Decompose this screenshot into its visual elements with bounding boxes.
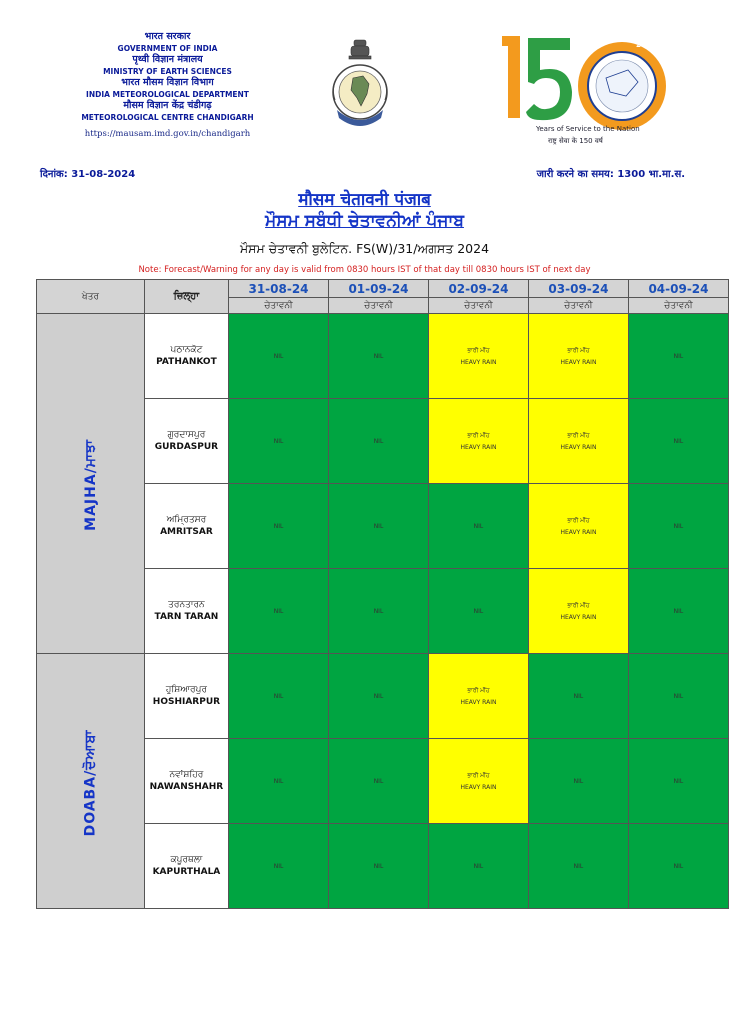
warning-cell <box>329 739 429 824</box>
warning-text-english: NIL <box>673 352 684 360</box>
warning-text-punjabi: ਭਾਰੀ ਮੀਂਹ <box>467 431 490 439</box>
district-name-punjabi: ਨਵਾਂਸ਼ਹਿਰ <box>169 770 204 780</box>
warning-text-punjabi: ਭਾਰੀ ਮੀਂਹ <box>567 431 590 439</box>
warning-text-english: NIL <box>673 607 684 615</box>
warning-cell <box>428 399 528 484</box>
district-name-punjabi: ਤਰਨਤਾਰਨ <box>168 600 205 610</box>
warning-cell <box>229 484 329 569</box>
warning-text-punjabi: ਭਾਰੀ ਮੀਂਹ <box>567 601 590 609</box>
issue-date: दिनांक: 31-08-2024 <box>40 169 136 180</box>
ministry-hindi: पृथ्वी विज्ञान मंत्रालय <box>132 54 203 65</box>
warning-text-english: NIL <box>473 607 484 615</box>
govt-hindi: भारत सरकार <box>144 31 191 42</box>
warning-text-english: NIL <box>273 437 284 445</box>
logo-year-end: 2025 <box>636 41 656 49</box>
region-cell <box>37 654 145 909</box>
district-cell <box>144 654 228 739</box>
warning-table <box>36 279 729 909</box>
header-row-dates <box>37 280 729 298</box>
warning-text-english: NIL <box>273 522 284 530</box>
warning-cell <box>628 739 728 824</box>
warning-cell <box>528 484 628 569</box>
district-name-english: HOSHIARPUR <box>152 697 221 707</box>
warning-text-english: NIL <box>373 607 384 615</box>
warning-cell <box>229 314 329 399</box>
column-header-date: 01-09-24 <box>329 280 429 298</box>
warning-text-english: NIL <box>673 437 684 445</box>
district-cell <box>144 314 228 399</box>
warning-text-english: NIL <box>673 862 684 870</box>
warning-text-english: NIL <box>273 352 284 360</box>
warning-text-english: NIL <box>373 862 384 870</box>
column-header-date: 02-09-24 <box>428 280 528 298</box>
district-name-english: TARN TARAN <box>154 612 219 622</box>
warning-cell <box>329 569 429 654</box>
region-cell <box>37 314 145 654</box>
warning-cell <box>628 399 728 484</box>
warning-text-english: HEAVY RAIN <box>560 528 597 536</box>
column-header-region: ਖੇਤਰ <box>37 280 145 314</box>
column-header-date: 03-09-24 <box>528 280 628 298</box>
page-title-hindi: मौसम चेतावनी पंजाब <box>298 190 431 210</box>
district-cell <box>144 824 228 909</box>
district-name-english: KAPURTHALA <box>152 867 221 877</box>
warning-cell <box>428 739 528 824</box>
department-english: INDIA METEOROLOGICAL DEPARTMENT <box>86 89 249 99</box>
warning-cell <box>229 399 329 484</box>
warning-text-english: NIL <box>573 692 584 700</box>
district-cell <box>144 399 228 484</box>
district-name-punjabi: ਪਠਾਨਕੋਟ <box>170 345 203 355</box>
warning-text-punjabi: ਭਾਰੀ ਮੀਂਹ <box>567 346 590 354</box>
logo-tagline-hindi: राष्ट्र सेवा के 150 वर्ष <box>548 137 603 145</box>
warning-text-english: NIL <box>273 607 284 615</box>
warning-text-english: NIL <box>273 692 284 700</box>
warning-cell <box>528 739 628 824</box>
warning-text-punjabi: ਭਾਰੀ ਮੀਂਹ <box>567 516 590 524</box>
warning-cell <box>229 654 329 739</box>
warning-text-english: HEAVY RAIN <box>560 358 597 366</box>
warning-text-english: NIL <box>273 862 284 870</box>
warning-text-punjabi: ਭਾਰੀ ਮੀਂਹ <box>467 346 490 354</box>
column-header-date: 31-08-24 <box>229 280 329 298</box>
logo-tagline-english: Years of Service to the Nation <box>536 125 640 133</box>
table-row <box>37 654 729 739</box>
column-header-warning-label: ਚੇਤਾਵਨੀ <box>229 298 329 314</box>
column-header-district: ਜ਼ਿਲ੍ਹਾ <box>144 280 228 314</box>
warning-text-english: NIL <box>273 777 284 785</box>
warning-cell <box>628 484 728 569</box>
warning-text-english: NIL <box>373 437 384 445</box>
warning-text-english: NIL <box>673 777 684 785</box>
district-name-english: PATHANKOT <box>156 357 217 367</box>
warning-text-english: NIL <box>373 777 384 785</box>
warning-cell <box>628 654 728 739</box>
department-hindi: भारत मौसम विज्ञान विभाग <box>121 77 214 88</box>
ministry-english: MINISTRY OF EARTH SCIENCES <box>103 66 232 76</box>
district-name-punjabi: ਹੁਸ਼ਿਆਰਪੁਰ <box>165 685 208 695</box>
district-name-punjabi: ਗੁਰਦਾਸਪੁਰ <box>167 430 206 440</box>
warning-cell <box>628 314 728 399</box>
district-cell <box>144 569 228 654</box>
warning-text-english: NIL <box>673 692 684 700</box>
column-header-warning-label: ਚੇਤਾਵਨੀ <box>329 298 429 314</box>
warning-text-english: HEAVY RAIN <box>560 613 597 621</box>
warning-text-english: NIL <box>373 352 384 360</box>
warning-cell <box>329 654 429 739</box>
warning-text-english: HEAVY RAIN <box>460 443 497 451</box>
district-name-english: NAWANSHAHR <box>149 782 224 792</box>
website-link[interactable]: https://mausam.imd.gov.in/chandigarh <box>84 129 251 139</box>
column-header-date: 04-09-24 <box>628 280 728 298</box>
warning-cell <box>229 824 329 909</box>
issue-time: जारी करने का समय: 1300 भा.मा.स. <box>536 169 685 180</box>
warning-text-english: NIL <box>573 862 584 870</box>
warning-cell <box>528 314 628 399</box>
district-cell <box>144 739 228 824</box>
warning-cell <box>329 314 429 399</box>
warning-text-english: HEAVY RAIN <box>460 783 497 791</box>
district-name-punjabi: ਅਮ੍ਰਿਤਸਰ <box>166 515 207 525</box>
warning-cell <box>428 569 528 654</box>
warning-cell <box>528 824 628 909</box>
district-cell <box>144 484 228 569</box>
warning-cell <box>428 654 528 739</box>
warning-text-english: NIL <box>673 522 684 530</box>
district-name-english: GURDASPUR <box>154 442 219 452</box>
imd-emblem-icon <box>327 38 393 132</box>
warning-cell <box>329 399 429 484</box>
warning-text-english: NIL <box>373 692 384 700</box>
warning-cell <box>528 399 628 484</box>
warning-text-english: HEAVY RAIN <box>560 443 597 451</box>
district-name-english: AMRITSAR <box>160 527 213 537</box>
bulletin-number: ਮੌਸਮ ਚੇਤਾਵਨੀ ਬੁਲੇਟਿਨ. FS(W)/31/ਅਗਸਤ 2024 <box>239 241 490 256</box>
centre-hindi: मौसम विज्ञान केंद्र चंडीगढ़ <box>123 100 212 111</box>
table-row <box>37 314 729 399</box>
warning-cell <box>329 824 429 909</box>
district-name-punjabi: ਕਪੂਰਥਲਾ <box>170 855 203 865</box>
region-label: MAJHA/ਮਾਝਾ <box>82 439 99 531</box>
govt-english: GOVERNMENT OF INDIA <box>117 43 218 53</box>
warning-text-punjabi: ਭਾਰੀ ਮੀਂਹ <box>467 686 490 694</box>
warning-cell <box>229 569 329 654</box>
warning-cell <box>428 484 528 569</box>
warning-cell <box>528 654 628 739</box>
column-header-warning-label: ਚੇਤਾਵਨੀ <box>628 298 728 314</box>
warning-text-english: NIL <box>473 522 484 530</box>
warning-cell <box>428 824 528 909</box>
warning-cell <box>628 824 728 909</box>
warning-cell <box>628 569 728 654</box>
page-title-punjabi: ਮੌਸਮ ਸਬੰਧੀ ਚੇਤਾਵਨੀਆਂ ਪੰਜਾਬ <box>265 211 464 231</box>
warning-cell <box>428 314 528 399</box>
warning-text-english: NIL <box>573 777 584 785</box>
warning-cell <box>329 484 429 569</box>
warning-text-english: NIL <box>473 862 484 870</box>
warning-text-english: HEAVY RAIN <box>460 358 497 366</box>
header-ministry-block <box>40 31 295 139</box>
column-header-warning-label: ਚੇਤਾਵਨੀ <box>528 298 628 314</box>
imd-150-years-logo <box>500 30 675 150</box>
warning-text-punjabi: ਭਾਰੀ ਮੀਂਹ <box>467 771 490 779</box>
column-header-warning-label: ਚੇਤਾਵਨੀ <box>428 298 528 314</box>
validity-note: Note: Forecast/Warning for any day is valid from 0830 hours IST of that day till 0830 hours IST of next day <box>138 265 591 275</box>
region-label: DOABA/ਦੋਆਬਾ <box>82 729 99 836</box>
logo-year-start: 1875 <box>598 35 618 43</box>
warning-cell <box>229 739 329 824</box>
warning-cell <box>528 569 628 654</box>
warning-text-english: NIL <box>373 522 384 530</box>
warning-text-english: HEAVY RAIN <box>460 698 497 706</box>
centre-english: METEOROLOGICAL CENTRE CHANDIGARH <box>81 112 254 122</box>
